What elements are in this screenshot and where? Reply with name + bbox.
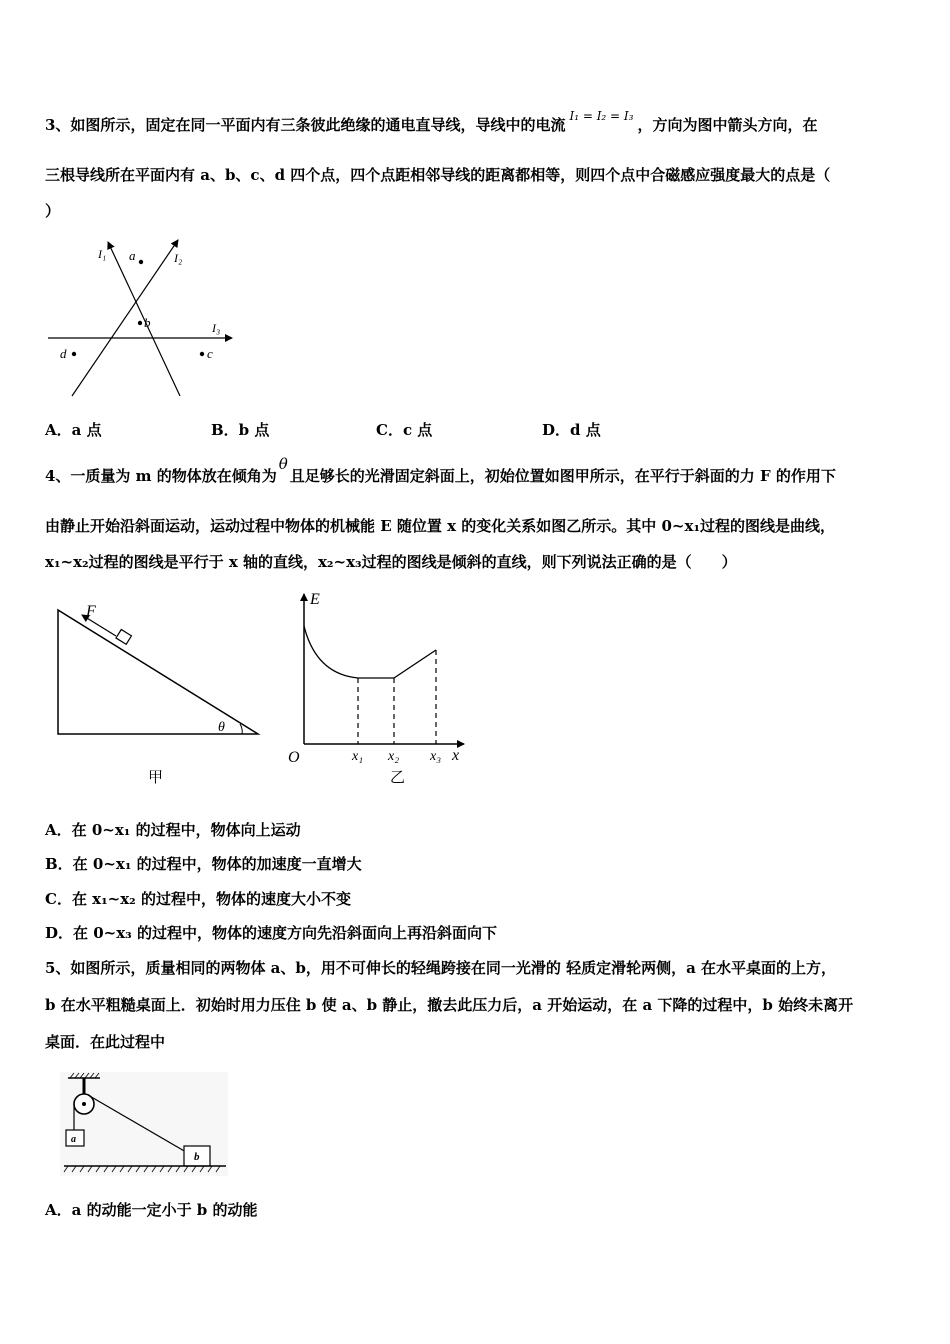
q4-stem-part2: 且足够长的光滑固定斜面上，初始位置如图甲所示，在平行于斜面的力 F 的作用下 (289, 467, 836, 485)
wire-i2 (72, 240, 178, 396)
q3-stem-line1 (45, 109, 818, 135)
q4-energy-graph (282, 586, 472, 786)
q4-stem-line3: x₁~x₂过程的图线是平行于 x 轴的直线，x₂~x₃过程的图线是倾斜的直线，则下列说法正确的是（ ） (45, 553, 737, 571)
q3-option-b[interactable]: B．b 点 (211, 421, 270, 439)
yi-caption: 乙 (390, 768, 406, 786)
q5-pulley-figure (60, 1072, 230, 1178)
origin-label: O (288, 749, 300, 766)
point-c-label: c (207, 346, 213, 361)
q3-stem-part1: 3、如图所示，固定在同一平面内有三条彼此绝缘的通电直导线，导线中的电流 (45, 116, 566, 134)
q3-option-d[interactable]: D．d 点 (542, 421, 601, 439)
point-d-label: d (60, 346, 67, 361)
q5-stem-line3: 桌面．在此过程中 (45, 1033, 166, 1051)
q3-stem-line2: 三根导线所在平面内有 a、b、c、d 四个点，四个点距相邻导线的距离都相等，则四个点中合磁感应强度最大的点是（ (45, 166, 831, 184)
q4-stem-part1: 4、一质量为 m 的物体放在倾角为 (45, 467, 277, 485)
q3-stem-line3: ） (45, 202, 61, 220)
point-b-label: b (144, 315, 151, 330)
q5-stem-line1: 5、如图所示，质量相同的两物体 a、b，用不可伸长的轻绳跨接在同一光滑的 轻质定滑轮两侧，a 在水平桌面的上方， (45, 959, 837, 977)
angle-label: θ (218, 720, 225, 735)
block-b-label: b (194, 1151, 200, 1163)
block-a-label: a (71, 1134, 76, 1145)
q3-wire-figure (40, 228, 250, 400)
q4-stem-line1 (45, 455, 836, 486)
point-d-dot (72, 352, 76, 356)
point-a-label: a (129, 248, 136, 263)
label-i3: I₃ (212, 321, 221, 335)
q3-option-a[interactable]: A．a 点 (45, 421, 102, 439)
angle-arc (240, 724, 242, 734)
block-on-incline (116, 630, 131, 645)
q4-option-d[interactable]: D．在 0~x₃ 的过程中，物体的速度方向先沿斜面向上再沿斜面向下 (45, 924, 497, 942)
q4-theta: θ (278, 455, 288, 473)
energy-curve (304, 626, 436, 678)
x3-label: x₃ (430, 749, 442, 764)
q5-option-a[interactable]: A．a 的动能一定小于 b 的动能 (45, 1201, 258, 1219)
q4-option-a[interactable]: A．在 0~x₁ 的过程中，物体向上运动 (45, 821, 301, 839)
x1-label: x₁ (352, 749, 364, 764)
q5-stem-line2: b 在水平粗糙桌面上．初始时用力压住 b 使 a、b 静止，撤去此压力后，a 开始运动，在 a 下降的过程中，b 始终未离开 (45, 996, 854, 1014)
q4-option-c[interactable]: C．在 x₁~x₂ 的过程中，物体的速度大小不变 (45, 890, 351, 908)
q3-current-formula: I₁ = I₂ = I₃ (569, 109, 634, 123)
force-label: F (86, 603, 96, 620)
q3-stem-part2: ，方向为图中箭头方向，在 (637, 116, 818, 134)
q3-option-c[interactable]: C．c 点 (376, 421, 433, 439)
q4-incline-figure (50, 600, 270, 788)
incline-triangle (58, 610, 258, 734)
point-c-dot (200, 352, 204, 356)
y-axis-label: E (310, 591, 320, 608)
point-a-dot (139, 260, 143, 264)
label-i1: I₁ (98, 247, 107, 261)
pulley-axle (82, 1102, 86, 1106)
label-i2: I₂ (174, 251, 183, 265)
x2-label: x₂ (388, 749, 400, 764)
point-b-dot (138, 321, 142, 325)
x-axis-label: x (452, 747, 460, 764)
jia-caption: 甲 (148, 768, 164, 786)
q4-stem-line2: 由静止开始沿斜面运动，运动过程中物体的机械能 E 随位置 x 的变化关系如图乙所示。其中 0~x₁过程的图线是曲线， (45, 517, 836, 535)
q4-option-b[interactable]: B．在 0~x₁ 的过程中，物体的加速度一直增大 (45, 855, 362, 873)
